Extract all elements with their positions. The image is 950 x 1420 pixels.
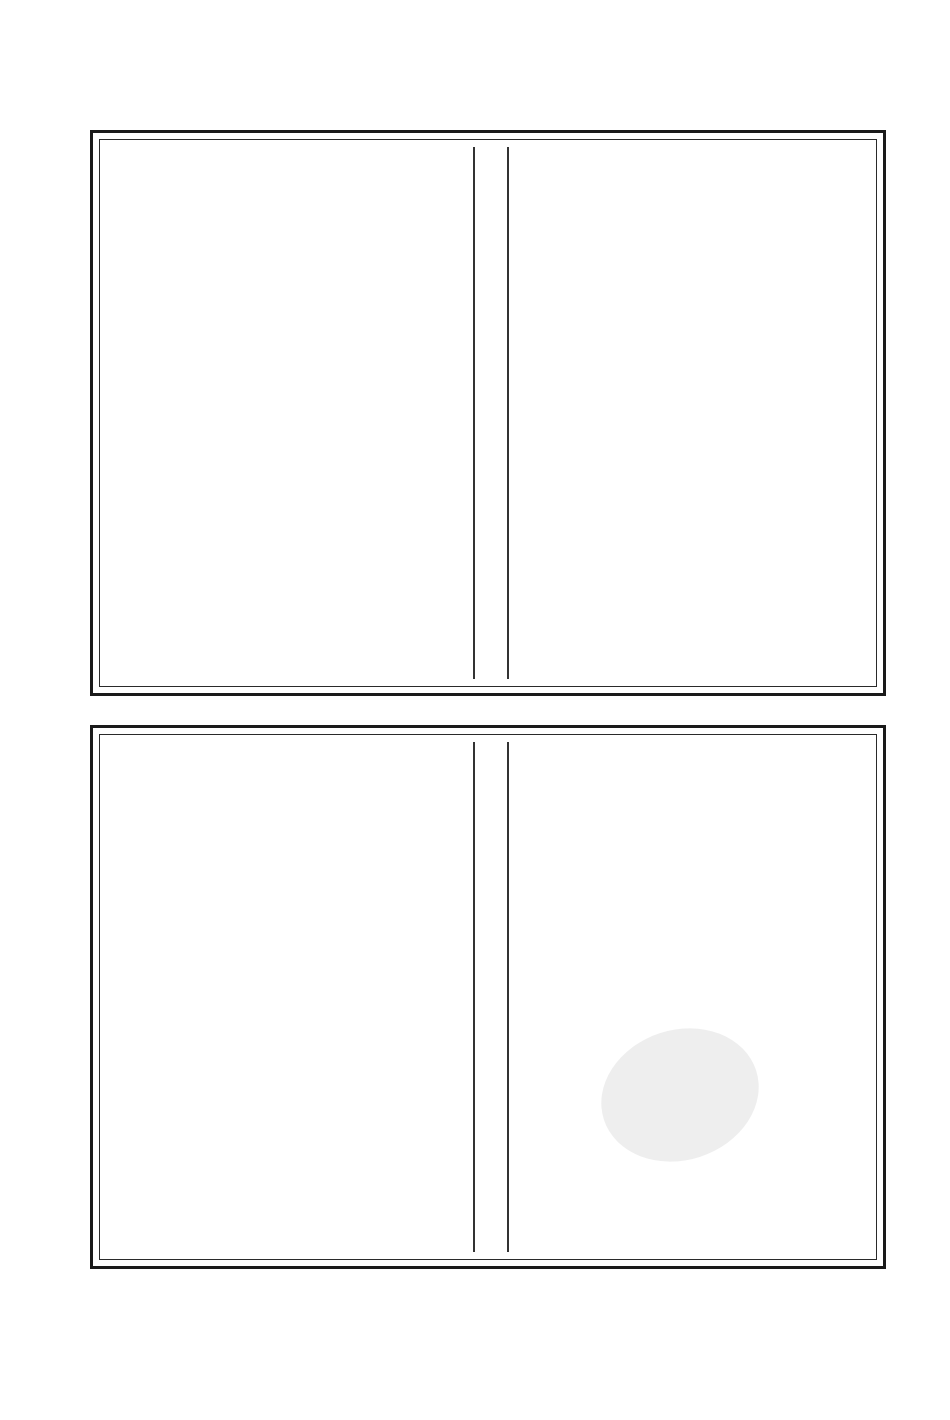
upper-page-banner — [473, 147, 509, 679]
upper-page-scan — [90, 130, 886, 696]
lower-page-banner — [473, 742, 509, 1252]
lower-page-scan — [90, 725, 886, 1269]
